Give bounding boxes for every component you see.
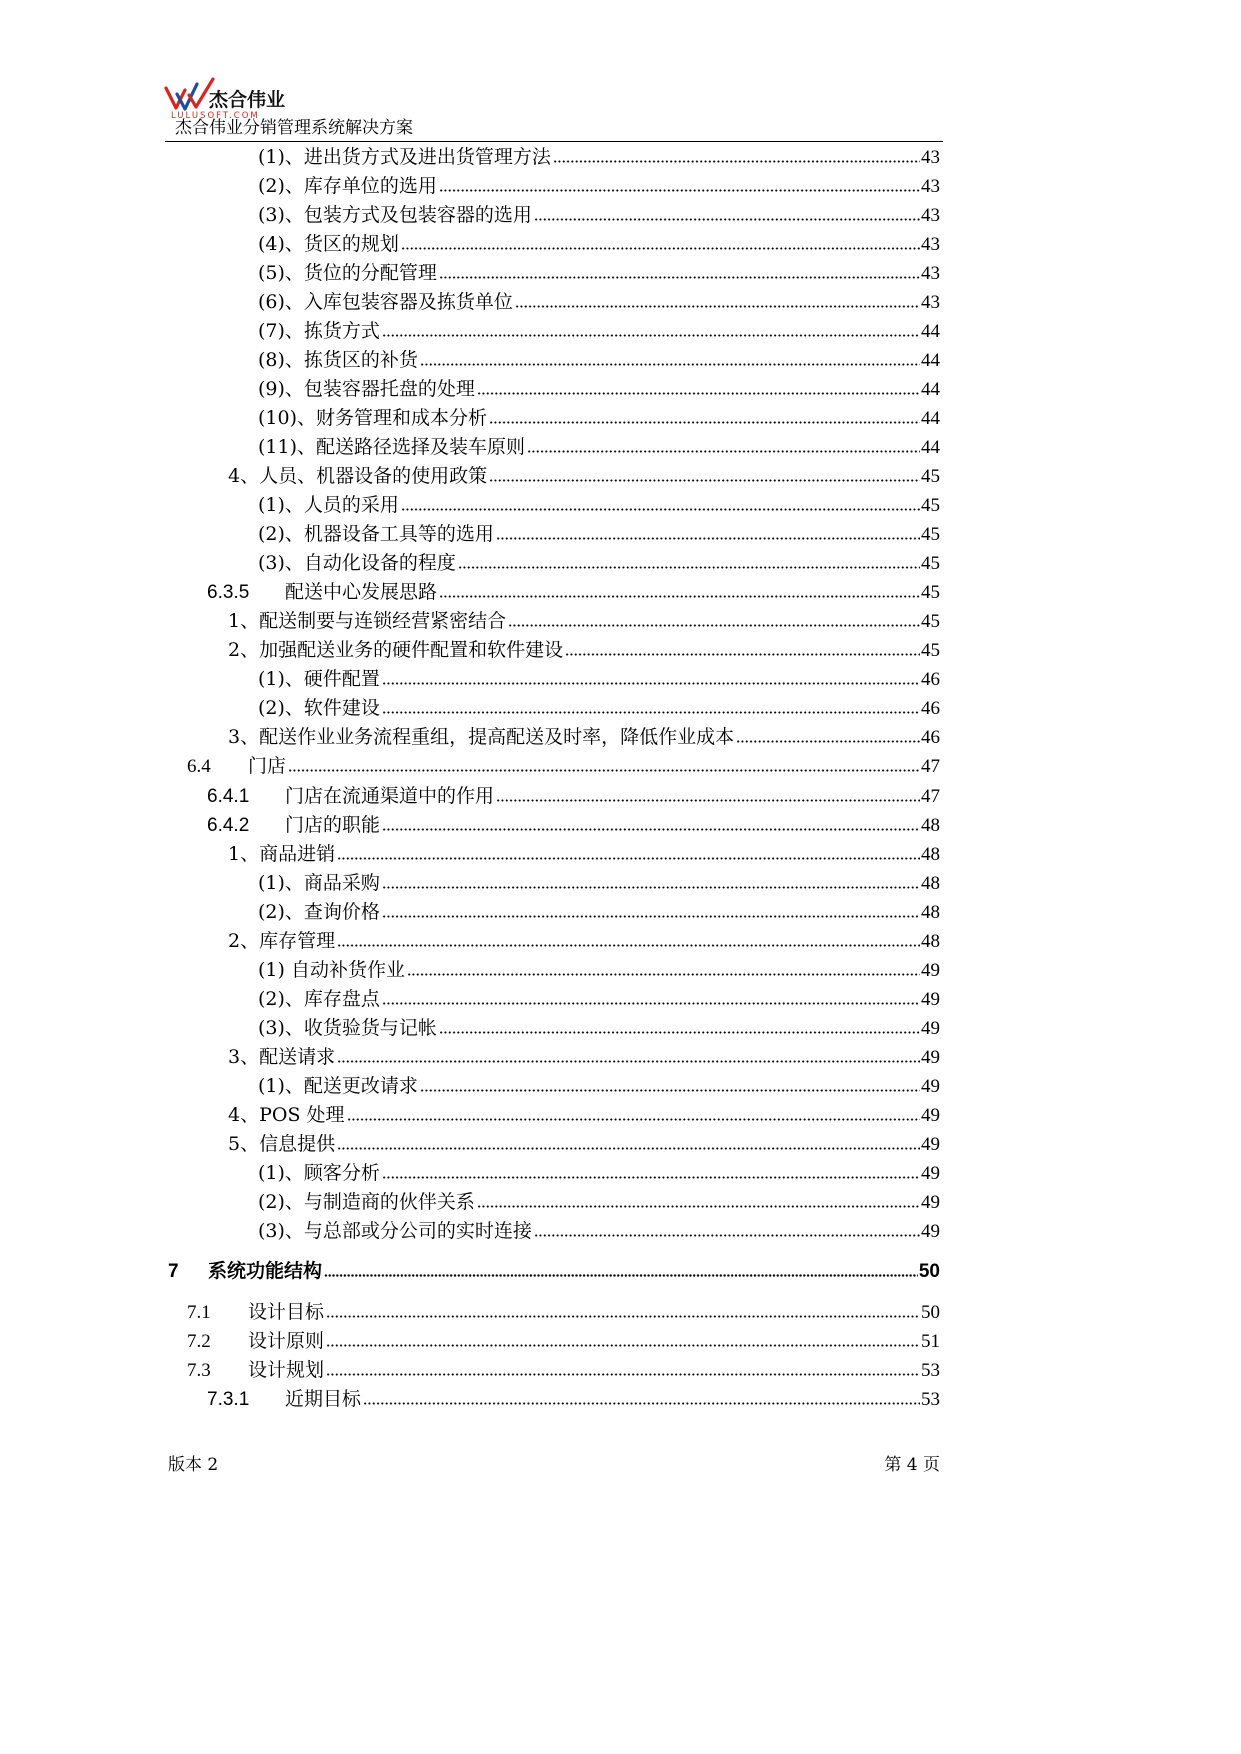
toc-leader-dots — [527, 450, 920, 453]
toc-leader-dots — [363, 1402, 920, 1405]
toc-leader-dots — [534, 218, 920, 221]
toc-entry-title: 设计规划 — [248, 1359, 325, 1382]
toc-entry-number: 7.1 — [187, 1302, 211, 1324]
toc-entry-page: 44 — [921, 378, 940, 400]
toc-entry-title: (3)、包装方式及包装容器的选用 — [258, 203, 532, 226]
toc-entry — [165, 752, 943, 781]
toc-entry — [165, 1385, 943, 1414]
toc-leader-dots — [458, 566, 920, 569]
toc-entry-page: 44 — [921, 349, 940, 371]
toc-entry-page: 45 — [921, 466, 940, 488]
toc-entry-page: 48 — [921, 814, 940, 836]
toc-entry-page: 48 — [921, 901, 940, 923]
toc-entry-title: (2)、库存盘点 — [258, 987, 380, 1010]
toc-entry-page: 48 — [921, 872, 940, 894]
toc-entry-number: 6.4 — [187, 756, 211, 778]
toc-entry-page: 46 — [921, 669, 940, 691]
toc-entry-title: (9)、包装容器托盘的处理 — [258, 377, 475, 400]
toc-entry-title: 3、配送请求 — [228, 1045, 336, 1068]
toc-leader-dots — [382, 1002, 920, 1005]
toc-leader-dots — [337, 1060, 920, 1063]
toc-entry-page: 49 — [921, 1046, 940, 1068]
toc-entry-page: 46 — [921, 698, 940, 720]
toc-entry-page: 49 — [921, 1192, 940, 1214]
toc-entry-page: 47 — [921, 785, 940, 807]
toc-entry-page: 45 — [921, 524, 940, 546]
toc-entry-title: (1) 自动补货作业 — [258, 958, 405, 981]
toc-entry-page: 47 — [921, 756, 940, 778]
toc-entry — [165, 956, 943, 985]
toc-entry-title: (2)、查询价格 — [258, 900, 380, 923]
toc-entry — [165, 346, 943, 375]
toc-leader-dots — [347, 1118, 920, 1121]
toc-leader-dots — [534, 1234, 920, 1237]
toc-entry-number: 7 — [168, 1261, 179, 1283]
toc-entry-page: 49 — [921, 1163, 940, 1185]
toc-entry-page: 49 — [921, 1134, 940, 1156]
toc-leader-dots — [489, 479, 920, 482]
toc-entry-page: 51 — [921, 1331, 940, 1353]
toc-leader-dots — [382, 1176, 920, 1179]
toc-entry-page: 49 — [921, 1076, 940, 1097]
toc-entry-title: 设计原则 — [248, 1330, 325, 1353]
toc-entry-title: (1)、人员的采用 — [258, 494, 399, 517]
toc-entry-page: 50 — [918, 1261, 940, 1283]
toc-entry — [165, 782, 943, 811]
toc-entry-page: 45 — [921, 495, 940, 517]
toc-entry-page: 46 — [921, 727, 940, 749]
toc-entry-page: 49 — [921, 988, 940, 1010]
toc-entry — [165, 433, 943, 462]
toc-entry — [165, 578, 943, 607]
toc-entry-title: 2、加强配送业务的硬件配置和软件建设 — [228, 639, 564, 662]
toc-entry — [165, 723, 943, 752]
toc-leader-dots — [337, 1147, 920, 1150]
toc-leader-dots — [496, 537, 920, 540]
toc-entry — [165, 288, 943, 317]
toc-entry — [165, 1101, 943, 1130]
toc-entry — [165, 259, 943, 288]
toc-leader-dots — [439, 189, 920, 192]
toc-entry-title: (2)、与制造商的伙伴关系 — [258, 1191, 475, 1214]
toc-leader-dots — [420, 363, 920, 366]
toc-leader-dots — [382, 334, 920, 337]
toc-entry-number: 7.3 — [187, 1360, 211, 1382]
toc-entry-page: 43 — [921, 175, 940, 197]
toc-leader-dots — [401, 247, 920, 250]
toc-entry — [165, 491, 943, 520]
toc-entry-page: 48 — [921, 843, 940, 865]
toc-entry-page: 49 — [921, 959, 940, 981]
toc-entry-title: (5)、货位的分配管理 — [258, 261, 437, 284]
toc-entry-page: 44 — [921, 407, 940, 429]
toc-entry — [165, 1130, 943, 1159]
toc-entry-title: (3)、收货验货与记帐 — [258, 1016, 437, 1039]
toc-leader-dots — [326, 1344, 920, 1347]
company-logo — [163, 76, 295, 122]
toc-entry-number: 7.3.1 — [207, 1389, 250, 1411]
document-title: 杰合伟业分销管理系统解决方案 — [175, 118, 413, 138]
toc-entry — [165, 636, 943, 665]
toc-entry-page: 43 — [921, 291, 940, 313]
toc-entry-page: 43 — [921, 204, 940, 226]
toc-entry-title: 门店的职能 — [285, 813, 381, 836]
toc-entry-title: 5、信息提供 — [228, 1133, 336, 1156]
toc-entry-page: 49 — [921, 1017, 940, 1039]
toc-entry — [165, 1159, 943, 1188]
toc-entry-title: (1)、硬件配置 — [258, 668, 380, 691]
toc-entry-title: 门店 — [248, 755, 287, 778]
toc-entry-title: (8)、拣货区的补货 — [258, 348, 418, 371]
toc-leader-dots — [508, 624, 920, 627]
logo-name: 杰合伟业 — [209, 89, 286, 111]
toc-entry-page: 43 — [921, 262, 940, 284]
toc-entry — [165, 404, 943, 433]
toc-entry — [165, 230, 943, 259]
toc-leader-dots — [326, 1373, 920, 1376]
toc-entry — [165, 869, 943, 898]
toc-entry-title: 1、商品进销 — [228, 842, 336, 865]
toc-leader-dots — [382, 711, 920, 714]
toc-entry-title: (1)、配送更改请求 — [258, 1075, 418, 1097]
toc-leader-dots — [324, 1274, 918, 1277]
toc-leader-dots — [736, 740, 920, 743]
toc-entry — [165, 1014, 943, 1043]
table-of-contents — [165, 143, 943, 1415]
toc-entry-title: (4)、货区的规划 — [258, 232, 399, 255]
toc-entry-page: 53 — [921, 1389, 940, 1411]
toc-entry-title: 4、人员、机器设备的使用政策 — [228, 465, 488, 488]
toc-entry — [165, 375, 943, 404]
toc-entry-page: 44 — [921, 436, 940, 458]
toc-entry-title: 门店在流通渠道中的作用 — [285, 784, 495, 807]
toc-leader-dots — [326, 1315, 920, 1318]
toc-entry-title: 近期目标 — [285, 1388, 362, 1411]
toc-leader-dots — [477, 392, 920, 395]
toc-entry-title: (1)、顾客分析 — [258, 1162, 380, 1185]
toc-entry-title: 3、配送作业业务流程重组，提高配送及时率，降低作业成本 — [228, 726, 735, 749]
toc-leader-dots — [407, 973, 920, 976]
toc-entry — [165, 143, 943, 172]
toc-leader-dots — [489, 421, 920, 424]
toc-leader-dots — [382, 828, 920, 831]
toc-entry-number: 6.3.5 — [207, 582, 250, 604]
toc-entry — [165, 520, 943, 549]
toc-entry — [165, 1327, 943, 1356]
logo-domain: LULUSOFT.COM — [171, 111, 260, 121]
toc-entry-page: 45 — [921, 582, 940, 604]
toc-entry — [165, 1257, 943, 1286]
toc-entry-title: (3)、自动化设备的程度 — [258, 552, 456, 575]
toc-entry — [165, 549, 943, 578]
toc-entry-page: 44 — [921, 320, 940, 342]
toc-entry-title: (11)、配送路径选择及装车原则 — [258, 435, 526, 458]
toc-leader-dots — [382, 915, 920, 918]
toc-entry — [165, 1043, 943, 1072]
toc-entry — [165, 462, 943, 491]
toc-entry-title: (6)、入库包装容器及拣货单位 — [258, 290, 513, 313]
toc-entry — [165, 898, 943, 927]
toc-entry-page: 45 — [921, 611, 940, 633]
toc-leader-dots — [477, 1205, 920, 1208]
toc-leader-dots — [337, 944, 920, 947]
toc-entry — [165, 1072, 943, 1101]
toc-entry-number: 7.2 — [187, 1331, 211, 1353]
footer-version: 版本 2 — [168, 1455, 219, 1475]
toc-entry — [165, 1217, 943, 1246]
toc-entry-title: 4、POS 处理 — [228, 1104, 345, 1127]
footer-page-number: 第 4 页 — [884, 1455, 940, 1475]
toc-entry — [165, 607, 943, 636]
toc-entry — [165, 840, 943, 869]
toc-entry — [165, 172, 943, 201]
toc-entry-number: 6.4.1 — [207, 785, 250, 807]
toc-entry-title: 1、配送制要与连锁经营紧密结合 — [228, 610, 507, 633]
toc-entry-page: 45 — [921, 640, 940, 662]
toc-entry-title: (3)、与总部或分公司的实时连接 — [258, 1220, 532, 1243]
toc-entry — [165, 317, 943, 346]
toc-entry-title: (2)、机器设备工具等的选用 — [258, 523, 494, 546]
toc-entry-title: 2、库存管理 — [228, 929, 336, 952]
toc-entry-page: 43 — [921, 146, 940, 168]
toc-entry — [165, 201, 943, 230]
toc-leader-dots — [337, 857, 920, 860]
toc-entry-page: 43 — [921, 233, 940, 255]
toc-leader-dots — [439, 595, 920, 598]
toc-entry-title: 配送中心发展思路 — [285, 581, 438, 604]
toc-leader-dots — [496, 799, 920, 802]
toc-entry-title: (2)、软件建设 — [258, 697, 380, 720]
toc-leader-dots — [553, 160, 920, 163]
toc-leader-dots — [382, 886, 920, 889]
toc-entry-page: 48 — [921, 930, 940, 952]
toc-entry-page: 53 — [921, 1360, 940, 1382]
toc-entry-title: (2)、库存单位的选用 — [258, 174, 437, 197]
toc-entry-title: 设计目标 — [248, 1301, 325, 1324]
toc-entry — [165, 811, 943, 840]
toc-entry — [165, 665, 943, 694]
toc-entry — [165, 694, 943, 723]
toc-leader-dots — [515, 305, 920, 308]
toc-entry-title: (1)、进出货方式及进出货管理方法 — [258, 145, 551, 168]
toc-entry — [165, 1298, 943, 1327]
toc-leader-dots — [420, 1089, 920, 1092]
toc-entry — [165, 1356, 943, 1385]
toc-leader-dots — [565, 653, 920, 656]
toc-entry — [165, 927, 943, 956]
toc-entry-page: 49 — [921, 1105, 940, 1127]
toc-entry-title: (7)、拣货方式 — [258, 319, 380, 342]
toc-entry — [165, 1188, 943, 1217]
toc-leader-dots — [439, 276, 920, 279]
toc-entry-page: 50 — [921, 1302, 940, 1324]
toc-leader-dots — [382, 682, 920, 685]
toc-entry-title: 系统功能结构 — [208, 1260, 323, 1283]
toc-entry-page: 49 — [921, 1221, 940, 1243]
toc-entry-title: (10)、财务管理和成本分析 — [258, 406, 488, 429]
toc-entry-number: 6.4.2 — [207, 814, 250, 836]
toc-entry — [165, 985, 943, 1014]
toc-leader-dots — [401, 508, 920, 511]
toc-entry-title: (1)、商品采购 — [258, 871, 380, 894]
toc-leader-dots — [288, 769, 920, 772]
toc-leader-dots — [439, 1031, 920, 1034]
toc-entry-page: 45 — [921, 553, 940, 575]
